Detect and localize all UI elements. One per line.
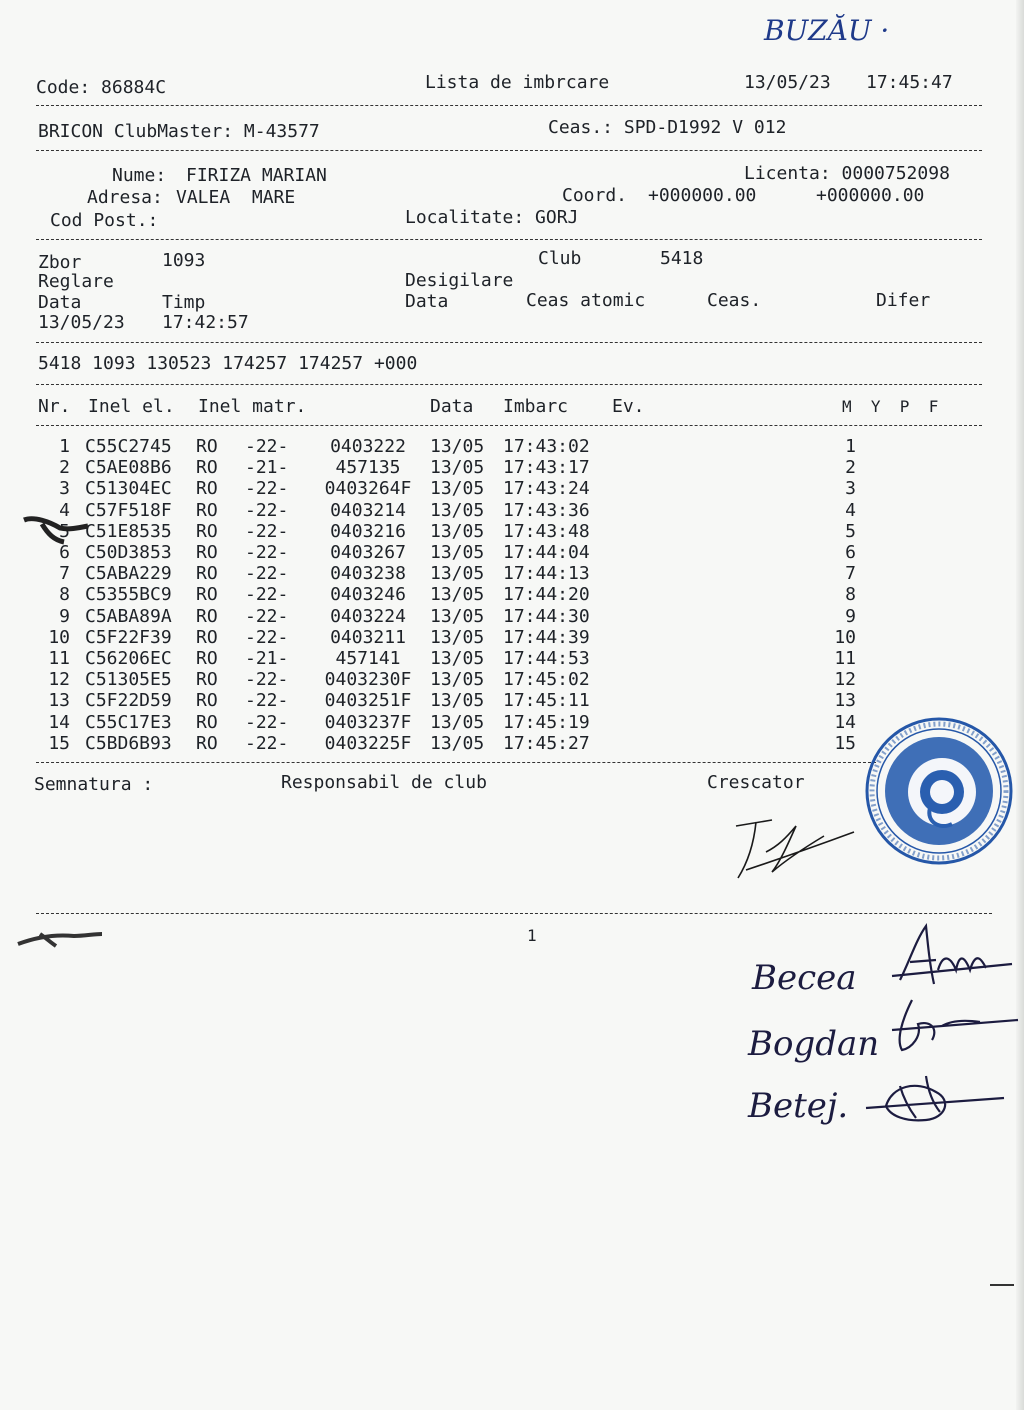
cell-nr: 14 (48, 711, 70, 733)
table-row (0, 648, 1024, 669)
cell-date: 13/05 (430, 732, 485, 754)
cell-nr: 2 (59, 457, 70, 479)
cell-ctry: RO (196, 542, 218, 563)
cell-yr: -21- (245, 457, 289, 479)
cell-time: 17:45:19 (503, 711, 590, 733)
cell-nr: 11 (48, 648, 70, 669)
cell-time: 17:43:17 (503, 457, 590, 479)
cell-date: 13/05 (430, 690, 485, 712)
cell-m: 12 (834, 669, 856, 691)
cell-ctry: RO (196, 648, 218, 669)
clubmaster-id: BRICON ClubMaster: M-43577 (38, 121, 320, 142)
smudge-mark (14, 924, 104, 954)
cell-el: C50D3853 (85, 542, 172, 563)
witness-name-1: Becea (752, 958, 857, 998)
nume-label: Nume: (112, 165, 167, 186)
code-label: Code: 86884C (36, 77, 167, 98)
cell-matr: 0403251F (324, 690, 412, 712)
cell-nr: 7 (59, 563, 70, 585)
cell-matr: 457135 (335, 457, 401, 479)
cell-time: 17:43:24 (503, 478, 590, 500)
witness-signature-3 (856, 1066, 1006, 1136)
timp-label: Timp (162, 292, 206, 313)
cell-nr: 8 (59, 584, 70, 606)
cell-el: C5ABA229 (85, 563, 172, 585)
col-inel-el: Inel el. (88, 396, 175, 417)
cell-yr: -22- (245, 436, 289, 457)
divider (36, 384, 982, 385)
cell-el: C51305E5 (85, 669, 172, 691)
cell-date: 13/05 (430, 520, 485, 542)
table-row (0, 542, 1024, 563)
table-row (0, 436, 1024, 457)
cell-date: 13/05 (430, 584, 485, 606)
flight-number: 1093 (162, 250, 206, 271)
cell-ctry: RO (196, 605, 218, 627)
cell-matr: 0403225F (324, 732, 412, 754)
locality: Localitate: GORJ (405, 207, 579, 228)
cell-yr: -21- (245, 648, 289, 669)
cell-m: 6 (845, 542, 856, 563)
cell-yr: -22- (245, 478, 289, 500)
cell-m: 3 (845, 478, 856, 500)
cell-time: 17:44:20 (503, 584, 590, 606)
table-row (0, 500, 1024, 521)
cell-nr: 3 (59, 478, 70, 500)
cell-time: 17:44:04 (503, 542, 590, 563)
cell-date: 13/05 (430, 436, 485, 457)
table-row (0, 669, 1024, 690)
cell-el: C5F22F39 (85, 626, 172, 648)
cell-matr: 0403211 (330, 626, 406, 648)
cell-ctry: RO (196, 711, 218, 733)
cell-m: 7 (845, 563, 856, 585)
cell-nr: 15 (48, 732, 70, 754)
data-label: Data (38, 292, 82, 313)
cell-matr: 0403222 (330, 436, 406, 457)
cell-yr: -22- (245, 584, 289, 606)
page-number: 1 (527, 926, 537, 945)
cell-el: C5BD6B93 (85, 732, 172, 754)
cell-el: C5355BC9 (85, 584, 172, 606)
cell-ctry: RO (196, 436, 218, 457)
cell-nr: 6 (59, 542, 70, 563)
cell-el: C56206EC (85, 648, 172, 669)
difer-label: Difer (876, 290, 931, 311)
cell-yr: -22- (245, 669, 289, 691)
divider (36, 913, 992, 914)
breeder-signature (726, 812, 856, 886)
cell-matr: 0403230F (324, 669, 412, 691)
cell-m: 1 (845, 436, 856, 457)
cell-el: C51E8535 (85, 520, 172, 542)
desigilare-label: Desigilare (405, 270, 514, 291)
divider (36, 342, 982, 343)
cell-nr: 5 (59, 520, 70, 542)
col-nr: Nr. (38, 396, 71, 417)
cell-yr: -22- (245, 711, 289, 733)
breeder-label: Crescator (707, 772, 805, 793)
cell-el: C55C17E3 (85, 711, 172, 733)
cell-matr: 0403238 (330, 563, 406, 585)
cell-ctry: RO (196, 563, 218, 585)
cell-date: 13/05 (430, 499, 485, 521)
signature-label: Semnatura : (34, 774, 154, 795)
col-flags: M Y P F (842, 397, 939, 416)
cell-ctry: RO (196, 732, 218, 754)
table-row (0, 690, 1024, 711)
set-date: 13/05/23 (38, 312, 125, 333)
cell-m: 8 (845, 584, 856, 606)
cell-nr: 12 (48, 669, 70, 691)
table-row (0, 584, 1024, 605)
cell-time: 17:43:48 (503, 520, 590, 542)
table-row (0, 627, 1024, 648)
cell-m: 13 (834, 690, 856, 712)
cell-el: C51304EC (85, 478, 172, 500)
cell-yr: -22- (245, 563, 289, 585)
header-time: 17:45:47 (866, 72, 953, 93)
license-number: Licenta: 0000752098 (744, 163, 950, 184)
smudge-mark (20, 512, 90, 548)
owner-name: FIRIZA MARIAN (186, 165, 327, 186)
cell-ctry: RO (196, 690, 218, 712)
cell-yr: -22- (245, 626, 289, 648)
cell-ctry: RO (196, 457, 218, 479)
divider (36, 425, 982, 426)
cell-yr: -22- (245, 690, 289, 712)
cell-date: 13/05 (430, 563, 485, 585)
cell-matr: 0403224 (330, 605, 406, 627)
table-row (0, 563, 1024, 584)
cell-yr: -22- (245, 499, 289, 521)
table-row (0, 457, 1024, 478)
table-row (0, 521, 1024, 542)
witness-signature-1 (886, 920, 1016, 1000)
cell-el: C57F518F (85, 499, 172, 521)
divider (36, 150, 982, 151)
cell-nr: 10 (48, 626, 70, 648)
divider (36, 239, 982, 240)
cell-ctry: RO (196, 520, 218, 542)
cell-m: 11 (834, 648, 856, 669)
cell-time: 17:43:36 (503, 499, 590, 521)
zbor-label: Zbor (38, 252, 82, 273)
cell-time: 17:43:02 (503, 436, 590, 457)
witness-name-3: Betej. (748, 1086, 849, 1126)
cell-date: 13/05 (430, 626, 485, 648)
divider (36, 105, 982, 106)
cell-el: C5AE08B6 (85, 457, 172, 479)
cell-nr: 4 (59, 499, 70, 521)
cell-time: 17:44:13 (503, 563, 590, 585)
coord-lon: +000000.00 (816, 185, 925, 206)
cell-yr: -22- (245, 605, 289, 627)
handwritten-location: BUZĂU · (764, 14, 890, 47)
cell-el: C5F22D59 (85, 690, 172, 712)
club-number: 5418 (660, 248, 704, 269)
coord-label: Coord. (562, 185, 628, 206)
cell-nr: 13 (48, 690, 70, 712)
ceas-label: Ceas. (707, 290, 762, 311)
club-label: Club (538, 248, 582, 269)
cell-date: 13/05 (430, 542, 485, 563)
data2-label: Data (405, 291, 449, 312)
divider (36, 762, 876, 763)
cell-matr: 0403267 (330, 542, 406, 563)
margin-mark (990, 1284, 1014, 1286)
witness-signature-2 (882, 990, 1022, 1060)
cell-m: 9 (845, 605, 856, 627)
cell-time: 17:45:11 (503, 690, 590, 712)
document-title: Lista de imbrcare (425, 72, 610, 93)
cell-m: 5 (845, 520, 856, 542)
cell-nr: 1 (59, 436, 70, 457)
cell-date: 13/05 (430, 711, 485, 733)
cell-nr: 9 (59, 605, 70, 627)
federation-stamp (860, 712, 1018, 870)
cell-matr: 0403246 (330, 584, 406, 606)
witness-name-2: Bogdan (748, 1024, 880, 1064)
set-time: 17:42:57 (162, 312, 249, 333)
club-responsible-label: Responsabil de club (281, 772, 487, 793)
cell-m: 4 (845, 499, 856, 521)
owner-address: VALEA MARE (176, 187, 296, 208)
col-imbarc: Imbarc (503, 396, 569, 417)
cell-time: 17:44:39 (503, 626, 590, 648)
cell-ctry: RO (196, 626, 218, 648)
cell-time: 17:44:30 (503, 605, 590, 627)
cell-m: 15 (834, 732, 856, 754)
cell-time: 17:45:02 (503, 669, 590, 691)
coord-lat: +000000.00 (648, 185, 757, 206)
cell-matr: 0403214 (330, 499, 406, 521)
cell-date: 13/05 (430, 605, 485, 627)
cell-matr: 457141 (335, 648, 401, 669)
header-date: 13/05/23 (744, 72, 831, 93)
cell-el: C55C2745 (85, 436, 172, 457)
cell-yr: -22- (245, 542, 289, 563)
reglare-label: Reglare (38, 271, 114, 292)
cell-m: 14 (834, 711, 856, 733)
table-row (0, 478, 1024, 499)
clock-id: Ceas.: SPD-D1992 V 012 (548, 117, 787, 138)
cell-date: 13/05 (430, 478, 485, 500)
cell-time: 17:44:53 (503, 648, 590, 669)
cell-yr: -22- (245, 520, 289, 542)
col-inel-matr: Inel matr. (198, 396, 307, 417)
cell-matr: 0403216 (330, 520, 406, 542)
cell-el: C5ABA89A (85, 605, 172, 627)
cell-m: 10 (834, 626, 856, 648)
cell-date: 13/05 (430, 669, 485, 691)
cell-time: 17:45:27 (503, 732, 590, 754)
cell-matr: 0403264F (324, 478, 412, 500)
summary-line: 5418 1093 130523 174257 174257 +000 (38, 353, 418, 374)
cell-date: 13/05 (430, 648, 485, 669)
cell-ctry: RO (196, 499, 218, 521)
col-data: Data (430, 396, 474, 417)
cell-matr: 0403237F (324, 711, 412, 733)
table-row (0, 606, 1024, 627)
postal-code-label: Cod Post.: (50, 210, 159, 231)
cell-ctry: RO (196, 584, 218, 606)
col-ev: Ev. (612, 396, 645, 417)
cell-ctry: RO (196, 669, 218, 691)
adresa-label: Adresa: (87, 187, 163, 208)
cell-ctry: RO (196, 478, 218, 500)
cell-m: 2 (845, 457, 856, 479)
cell-yr: -22- (245, 732, 289, 754)
atomic-clock-label: Ceas atomic (526, 290, 646, 311)
cell-date: 13/05 (430, 457, 485, 479)
